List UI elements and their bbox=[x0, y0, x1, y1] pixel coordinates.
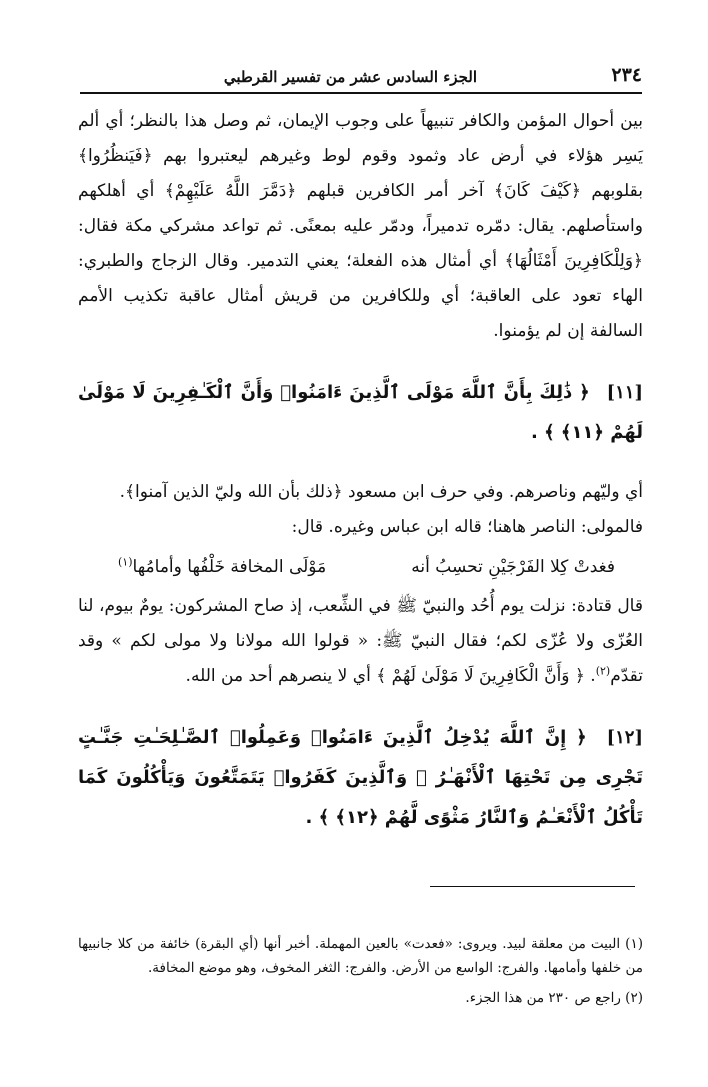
running-header bbox=[80, 62, 642, 94]
verse-12 bbox=[78, 718, 643, 838]
verse-number-12: [١٢] bbox=[606, 727, 643, 748]
poem-second-hemistich-text: مَوْلَى المخافة خَلْفُها وأمامُها bbox=[132, 557, 327, 577]
paragraph-commentary-3-text: قال قتادة: نزلت يوم أُحُد والنبيّ ﷺ في الشِّعب، إذ صاح المشركون: يومٌ بيوم، لنا العُزّى ولا عُزّى لكم؛ فقال النبيّ ﷺ: « قولوا الله مولانا ولا مولى لكم » وقد تقدّم bbox=[78, 596, 643, 686]
paragraph-commentary-2b: فالمولى: الناصر هاهنا؛ قاله ابن عباس وغيره. قال: bbox=[291, 517, 643, 537]
verse-11-text: ﴿ ذَٰلِكَ بِأَنَّ ٱللَّهَ مَوْلَى ٱلَّذِينَ ءَامَنُوا۟ وَأَنَّ ٱلْكَـٰفِرِينَ لَا مَوْلَىٰ لَهُمْ ﴿١١﴾ ﴾ . bbox=[78, 382, 643, 443]
paragraph-commentary-3 bbox=[78, 589, 643, 694]
footnotes bbox=[78, 932, 643, 1016]
paragraph-commentary-3-tail: . ﴿ وَأَنَّ الْكَافِرِينَ لَا مَوْلَىٰ لَهُمْ ﴾ أي لا ينصرهم أحد من الله. bbox=[185, 666, 596, 686]
poem-second-hemistich bbox=[118, 549, 326, 585]
page-number: ٢٣٤ bbox=[611, 64, 642, 86]
footnote-1: (١) البيت من معلقة لبيد. ويروى: «فعدت» بالعين المهملة. أخبر أنها (أي البقرة) خائفة من كلا جانبيها من خلفها وأمامها. والفرج: الواسع من الأرض. والفرج: الثغر المخوف، وهو موضع المخافة. bbox=[78, 936, 643, 976]
paragraph-commentary-2a: أي وليّهم وناصرهم. وفي حرف ابن مسعود ﴿ذلك بأن الله وليّ الذين آمنوا﴾. bbox=[119, 482, 643, 502]
main-text bbox=[78, 104, 643, 860]
paragraph-commentary-1: بين أحوال المؤمن والكافر تنبيهاً على وجوب الإيمان، ثم وصل هذا بالنظر؛ أي ألم يَسِر هؤلاء في أرض عاد وثمود وقوم لوط وغيرهم ليعتبروا بهم ﴿فَيَنظُرُوا﴾ بقلوبهم ﴿كَيْفَ كَانَ﴾ آخر أمر الكافرين قبلهم ﴿دَمَّرَ اللَّهُ عَلَيْهِمْ﴾ أي أهلكهم واستأصلهم. يقال: دمّره تدميراً، ودمّر عليه بمعنًى. ثم تواعد مشركي مكة فقال: ﴿وَلِلْكَافِرِينَ أَمْثَالُهَا﴾ أي أمثال هذه الفعلة؛ يعني التدمير. وقال الزجاج والطبري: الهاء تعود على العاقبة؛ أي وللكافرين من قريش أمثال عاقبة تكذيب الأمم السالفة إن لم يؤمنوا. bbox=[78, 111, 643, 341]
verse-number-11: [١١] bbox=[606, 382, 643, 403]
verse-11 bbox=[78, 373, 643, 453]
poem-first-hemistich: فغدتْ كِلا الفَرْجَيْنِ تحسِبُ أنه bbox=[411, 557, 615, 577]
verse-12-text: ﴿ إِنَّ ٱللَّهَ يُدْخِلُ ٱلَّذِينَ ءَامَنُوا۟ وَعَمِلُوا۟ ٱلصَّـٰلِحَـٰتِ جَنَّـٰتٍ تَجْرِى مِن تَحْتِهَا ٱلْأَنْهَـٰرُ ۖ وَٱلَّذِينَ كَفَرُوا۟ يَتَمَتَّعُونَ وَيَأْكُلُونَ كَمَا تَأْكُلُ ٱلْأَنْعَـٰمُ وَٱلنَّارُ مَثْوًى لَّهُمْ ﴿١٢﴾ ﴾ . bbox=[78, 727, 643, 828]
footnote-marker-1: (١) bbox=[118, 555, 133, 569]
footnote-separator bbox=[430, 886, 635, 887]
footnote-2: (٢) راجع ص ٢٣٠ من هذا الجزء. bbox=[465, 990, 643, 1006]
footnote-marker-2: (٢) bbox=[595, 664, 611, 678]
poem-verse bbox=[78, 549, 643, 585]
running-title: الجزء السادس عشر من تفسير القرطبي bbox=[223, 68, 477, 86]
